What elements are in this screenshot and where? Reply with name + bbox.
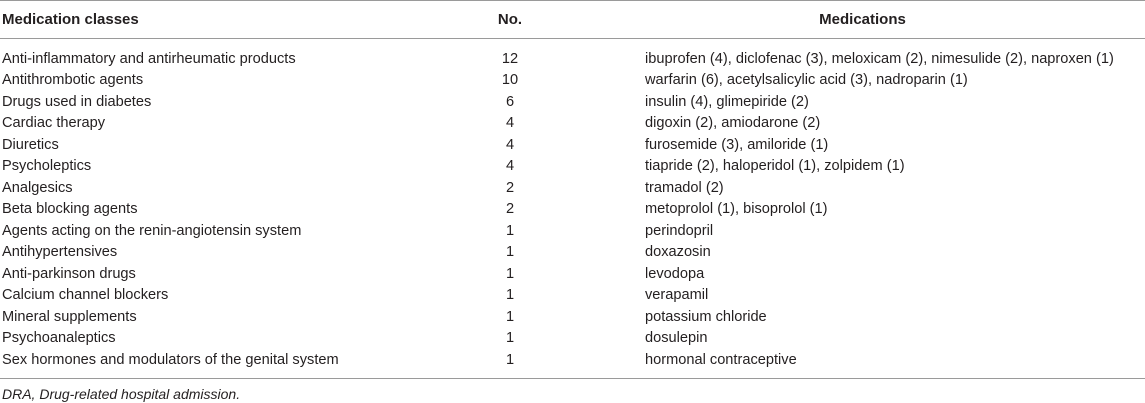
medications-cell: metoprolol (1), bisoprolol (1) [645, 201, 828, 218]
table-row [0, 48, 1145, 70]
count-cell: 1 [505, 244, 515, 261]
header-medications: Medications [550, 1, 1145, 39]
table-row [0, 285, 1145, 307]
medication-class-cell: Diuretics [2, 136, 59, 153]
count-cell: 1 [505, 308, 515, 325]
table-row [0, 91, 1145, 113]
count-cell: 12 [501, 50, 519, 67]
medications-cell: tramadol (2) [645, 179, 724, 196]
table-row [0, 306, 1145, 328]
table-row [0, 349, 1145, 371]
header-number: No. [470, 1, 550, 39]
table-row [0, 113, 1145, 135]
medications-cell: verapamil [645, 287, 709, 304]
medication-class-cell: Agents acting on the renin-angiotensin system [2, 222, 302, 239]
medication-class-cell: Antihypertensives [2, 244, 118, 261]
count-cell: 1 [505, 222, 515, 239]
medication-class-cell: Psycholeptics [2, 158, 92, 175]
medication-class-cell: Calcium channel blockers [2, 287, 169, 304]
medication-class-cell: Cardiac therapy [2, 115, 106, 132]
table-row [0, 70, 1145, 92]
medications-cell: digoxin (2), amiodarone (2) [645, 115, 821, 132]
table-row [0, 263, 1145, 285]
count-cell: 6 [505, 93, 515, 110]
medications-cell: ibuprofen (4), diclofenac (3), meloxicam (2), nimesulide (2), naproxen (1) [645, 50, 1114, 67]
count-cell: 1 [505, 351, 515, 368]
table-row [0, 199, 1145, 221]
header-medication-classes: Medication classes [0, 1, 470, 39]
medication-class-cell: Psychoanaleptics [2, 330, 116, 347]
medication-class-cell: Anti-parkinson drugs [2, 265, 136, 282]
table-row [0, 134, 1145, 156]
table-footnote: DRA, Drug-related hospital admission. [2, 385, 241, 402]
medication-class-cell: Drugs used in diabetes [2, 93, 152, 110]
medications-cell: doxazosin [645, 244, 711, 261]
count-cell: 4 [505, 115, 515, 132]
header-row [0, 1, 1145, 39]
medications-cell: levodopa [645, 265, 705, 282]
table-bottom-rule [0, 378, 1145, 379]
table-body [0, 39, 1145, 371]
count-cell: 2 [505, 201, 515, 218]
medication-class-cell: Beta blocking agents [2, 201, 138, 218]
table-header [0, 1, 1145, 39]
count-cell: 1 [505, 265, 515, 282]
table-row [0, 328, 1145, 350]
medication-class-cell: Antithrombotic agents [2, 72, 144, 89]
count-cell: 2 [505, 179, 515, 196]
medications-cell: warfarin (6), acetylsalicylic acid (3), nadroparin (1) [645, 72, 968, 89]
table-row [0, 177, 1145, 199]
count-cell: 4 [505, 136, 515, 153]
medications-cell: insulin (4), glimepiride (2) [645, 93, 809, 110]
medication-class-cell: Anti-inflammatory and antirheumatic products [2, 50, 296, 67]
count-cell: 4 [505, 158, 515, 175]
count-cell: 10 [501, 72, 519, 89]
medications-cell: perindopril [645, 222, 714, 239]
medication-class-cell: Mineral supplements [2, 308, 137, 325]
count-cell: 1 [505, 330, 515, 347]
count-cell: 1 [505, 287, 515, 304]
table-row [0, 220, 1145, 242]
medications-cell: dosulepin [645, 330, 708, 347]
medications-cell: furosemide (3), amiloride (1) [645, 136, 829, 153]
table-row [0, 242, 1145, 264]
medication-class-cell: Analgesics [2, 179, 73, 196]
medications-cell: potassium chloride [645, 308, 767, 325]
medications-cell: tiapride (2), haloperidol (1), zolpidem (1) [645, 158, 905, 175]
medications-cell: hormonal contraceptive [645, 351, 797, 368]
medication-class-cell: Sex hormones and modulators of the genital system [2, 351, 339, 368]
table-row [0, 156, 1145, 178]
